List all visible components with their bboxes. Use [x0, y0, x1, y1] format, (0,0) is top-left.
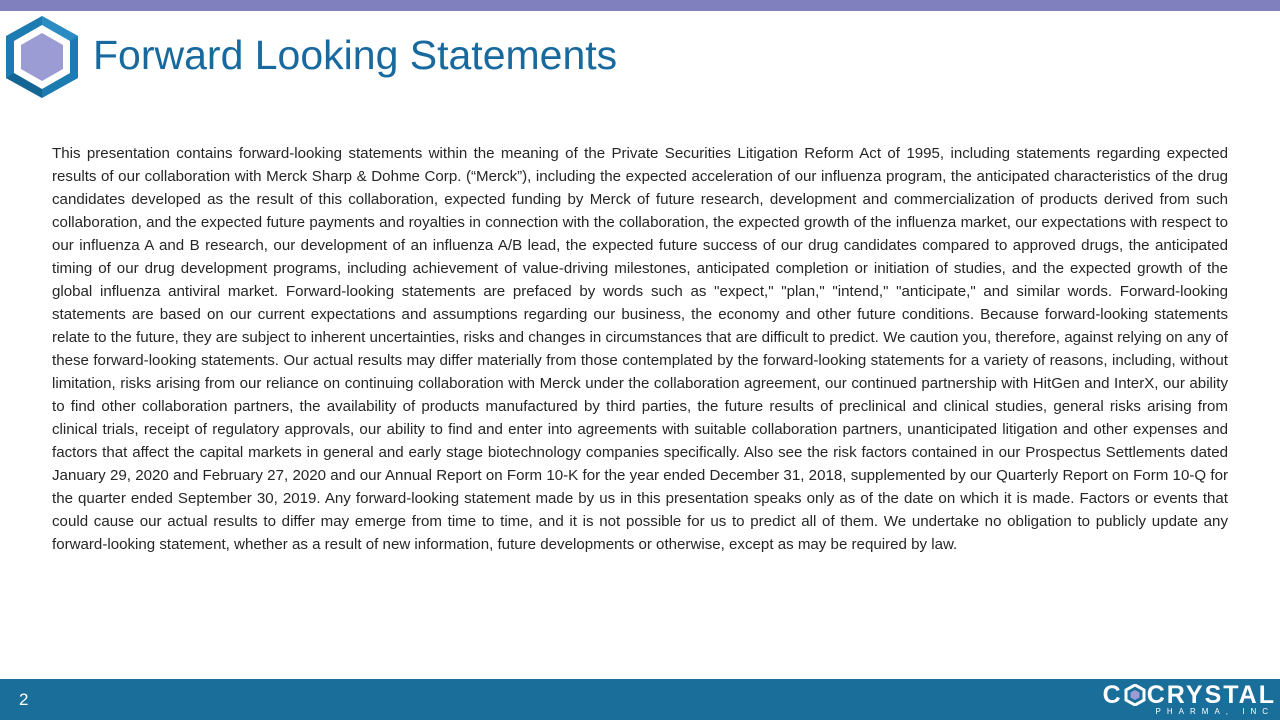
forward-looking-statement-body: This presentation contains forward-looking statements within the meaning of the Private Securities Litigation Reform Act of 1995, including statements regarding expected results of our collaboration with Merck Sharp & Dohme Corp. (“Merck”), including the expected acceleration of our influenza program, the anticipated characteristics of the drug candidates developed as the result of this collaboration, expected funding by Merck of future research, development and commercialization of products derived from such collaboration, and the expected future payments and royalties in connection with the collaboration, the expected growth of the influenza market, our expectations with respect to our influenza A and B research, our development of an influenza A/B lead, the expected future success of our drug candidates compared to approved drugs, the anticipated timing of our drug development programs, including achievement of value-driving milestones, anticipated completion or initiation of studies, and the expected growth of the global influenza antiviral market. Forward-looking statements are prefaced by words such as "expect," "plan," "intend," "anticipate," and similar words. Forward-looking statements are based on our current expectations and assumptions regarding our business, the economy and other future conditions. Because forward-looking statements relate to the future, they are subject to inherent uncertainties, risks and changes in circumstances that are difficult to predict. We caution you, therefore, against relying on any of these forward-looking statements. Our actual results may differ materially from those contemplated by the forward-looking statements for a variety of reasons, including, without limitation, risks arising from our reliance on continuing collaboration with Merck under the collaboration agreement, our continued partnership with HitGen and InterX, our ability to find other collaboration partners, the availability of products manufactured by third parties, the future results of preclinical and clinical studies, general risks arising from clinical trials, receipt of regulatory approvals, our ability to find and enter into agreements with suitable collaboration partners, unanticipated litigation and other expenses and factors that affect the capital markets in general and early stage biotechnology companies specifically. Also see the risk factors contained in our Prospectus Settlements dated January 29, 2020 and February 27, 2020 and our Annual Report on Form 10-K for the year ended December 31, 2018, supplemented by our Quarterly Report on Form 10-Q for the quarter ended September 30, 2019. Any forward-looking statement made by us in this presentation speaks only as of the date on which it is made. Factors or events that could cause our actual results to differ may emerge from time to time, and it is not possible for us to predict all of them. We undertake no obligation to publicly update any forward-looking statement, whether as a result of new information, future developments or otherwise, except as may be required by law. [52, 145, 1228, 553]
hexagon-logo-icon [3, 14, 81, 100]
footer-bar [0, 679, 1280, 720]
slide-title: Forward Looking Statements [93, 32, 618, 78]
brand-suffix: CRYSTAL [1146, 681, 1276, 709]
brand-prefix: C [1102, 681, 1123, 709]
crystal-o-icon [1124, 684, 1146, 706]
page-number: 2 [19, 690, 29, 709]
company-logo [1102, 680, 1276, 718]
top-accent-bar [0, 0, 1280, 11]
company-logo-wordmark [1103, 682, 1276, 708]
company-logo-tagline: PHARMA, INC [1155, 707, 1274, 716]
